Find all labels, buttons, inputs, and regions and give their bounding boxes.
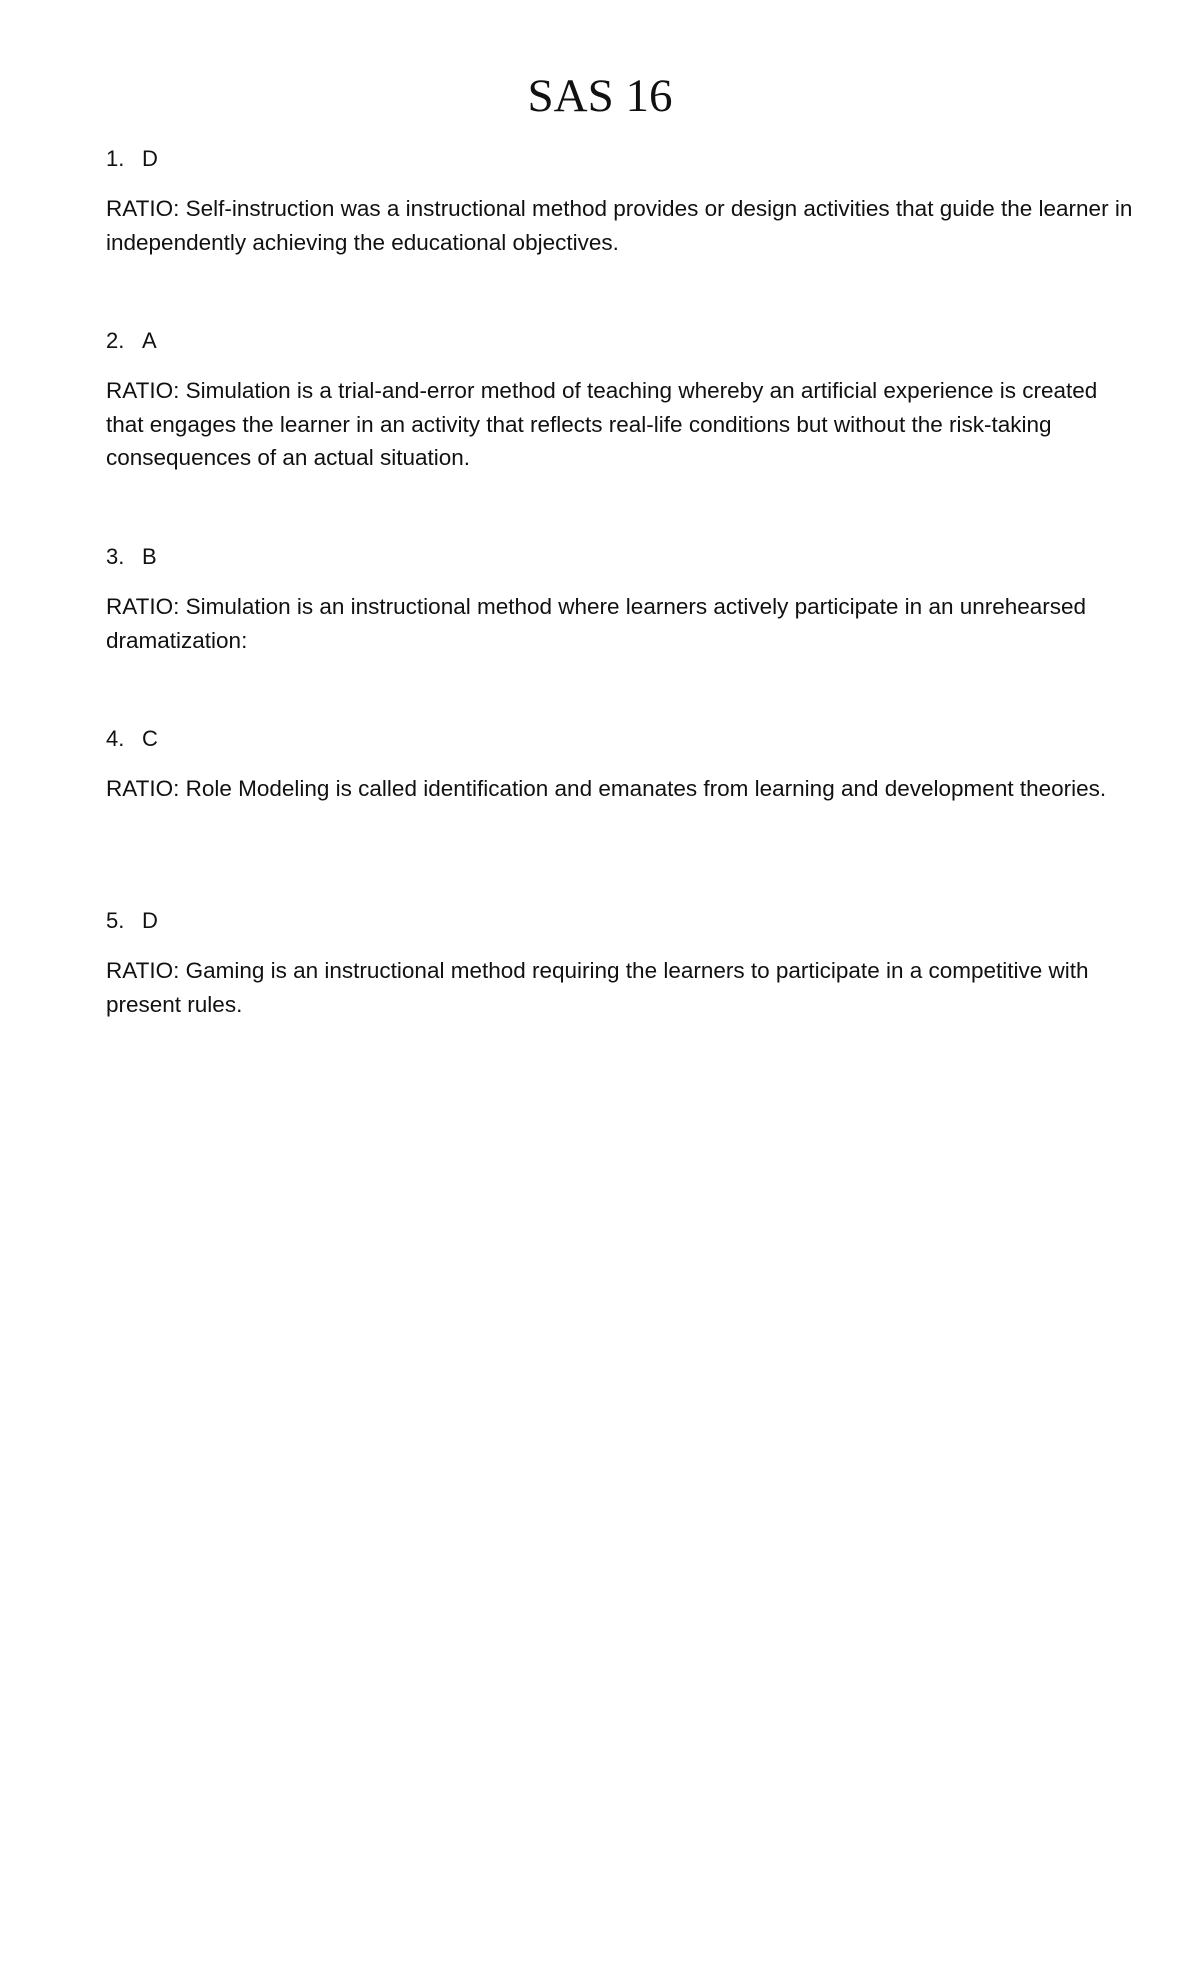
answer-item-1 bbox=[106, 144, 1136, 259]
ratio-text: RATIO: Role Modeling is called identification and emanates from learning and development theories. bbox=[106, 776, 1107, 801]
answer-letter: B bbox=[142, 544, 157, 569]
ratio-text: RATIO: Simulation is a trial-and-error method of teaching whereby an artificial experience is created that engages the learner in an activity that reflects real-life conditions but without the risk-taking consequences of an actual situation. bbox=[106, 378, 1098, 470]
answer-item-2 bbox=[106, 326, 1136, 475]
answer-line bbox=[106, 724, 1136, 754]
answer-number: 1. bbox=[106, 146, 125, 171]
answer-number: 3. bbox=[106, 544, 125, 569]
page-title: SAS 16 bbox=[527, 70, 673, 122]
answer-number: 4. bbox=[106, 726, 125, 751]
answer-letter: D bbox=[142, 908, 158, 933]
answer-item-3 bbox=[106, 542, 1136, 657]
ratio-text: RATIO: Self-instruction was a instructional method provides or design activities that guide the learner in independently achieving the educational objectives. bbox=[106, 196, 1133, 255]
answer-line bbox=[106, 144, 1136, 174]
answer-letter: D bbox=[142, 146, 158, 171]
answer-number: 2. bbox=[106, 328, 125, 353]
ratio-text: RATIO: Simulation is an instructional method where learners actively participate in an unrehearsed dramatization: bbox=[106, 594, 1087, 653]
answer-letter: A bbox=[142, 328, 157, 353]
answer-line bbox=[106, 326, 1136, 356]
answer-line bbox=[106, 906, 1136, 936]
answer-line bbox=[106, 542, 1136, 572]
answer-letter: C bbox=[142, 726, 158, 751]
answer-number: 5. bbox=[106, 908, 125, 933]
ratio-text: RATIO: Gaming is an instructional method requiring the learners to participate in a competitive with present rules. bbox=[106, 958, 1089, 1017]
answer-item-4 bbox=[106, 724, 1136, 806]
answer-item-5 bbox=[106, 906, 1136, 1021]
